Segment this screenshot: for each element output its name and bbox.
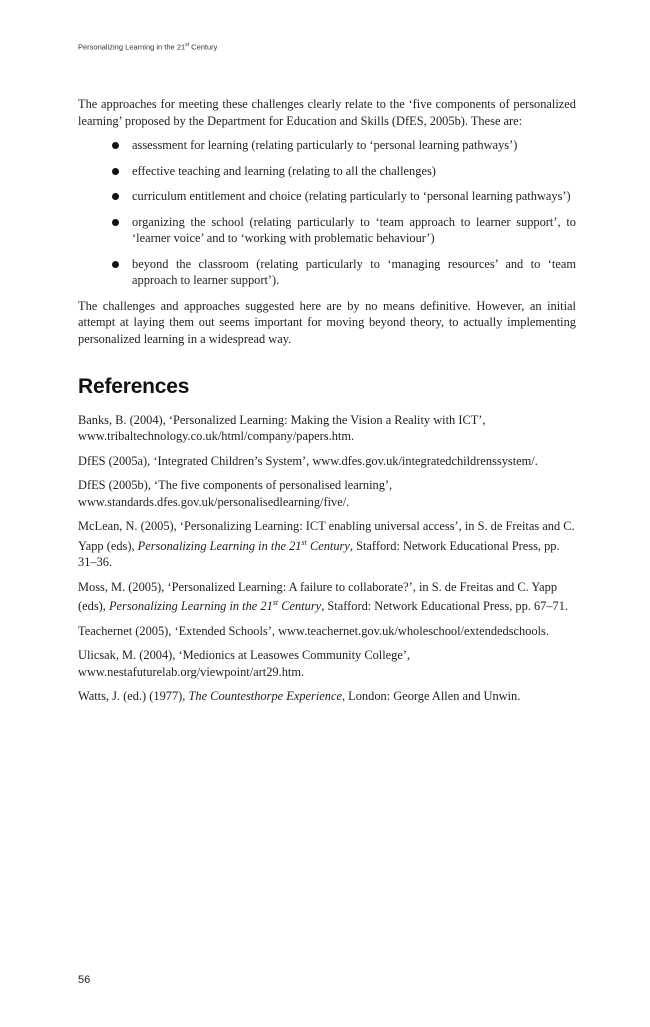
- bullet-icon: [112, 193, 119, 200]
- references-heading: References: [78, 375, 190, 398]
- running-header-end: Century: [189, 42, 218, 52]
- components-list: [78, 137, 576, 289]
- reference-entry: Teachernet (2005), ‘Extended Schools’, www.teachernet.gov.uk/wholeschool/extendedschools.: [78, 623, 549, 638]
- bullet-icon: [112, 168, 119, 175]
- running-header-sup: st: [185, 42, 190, 48]
- references-list: [78, 412, 576, 705]
- reference-entry: DfES (2005b), ‘The five components of personalised learning’, www.standards.dfes.gov.uk/personalisedlearning/five/.: [78, 478, 393, 509]
- page-body: [78, 96, 576, 713]
- reference-entry: Banks, B. (2004), ‘Personalized Learning: Making the Vision a Reality with ICT’, www.tribaltechnology.co.uk/html/company/papers.htm.: [78, 412, 486, 443]
- list-item: organizing the school (relating particularly to ‘team approach to learner support’, to ‘learner voice’ and to ‘working with problematic behaviour’): [132, 214, 576, 247]
- reference-entry: DfES (2005a), ‘Integrated Children’s System’, www.dfes.gov.uk/integratedchildrenssystem/.: [78, 453, 538, 468]
- list-item: curriculum entitlement and choice (relating particularly to ‘personal learning pathways’): [132, 188, 576, 205]
- intro-paragraph: The approaches for meeting these challenges clearly relate to the ‘five components of personalized learning’ proposed by the Department for Education and Skills (DfES, 2005b). These are:: [78, 97, 576, 128]
- reference-entry: Watts, J. (ed.) (1977), The Countesthorpe Experience, London: George Allen and Unwin.: [78, 689, 521, 704]
- bullet-icon: [112, 142, 119, 149]
- list-item: effective teaching and learning (relating to all the challenges): [132, 163, 576, 180]
- closing-paragraph: The challenges and approaches suggested here are by no means definitive. However, an initial attempt at laying them out seems important for moving beyond theory, to actually implementing personalized learning in a widespread way.: [78, 298, 576, 346]
- running-header-text: Personalizing Learning in the 21: [78, 42, 186, 52]
- list-item: assessment for learning (relating particularly to ‘personal learning pathways’): [132, 137, 576, 154]
- page-number: 56: [78, 974, 91, 986]
- list-item: beyond the classroom (relating particularly to ‘managing resources’ and to ‘team approach to learner support’).: [132, 256, 576, 289]
- reference-entry: Ulicsak, M. (2004), ‘Medionics at Leasowes Community College’, www.nestafuturelab.org/viewpoint/art29.htm.: [78, 648, 411, 679]
- running-header: [78, 42, 217, 52]
- bullet-icon: [112, 261, 119, 268]
- reference-entry: McLean, N. (2005), ‘Personalizing Learning: ICT enabling universal access’, in S. de Freitas and C. Yapp (eds), Personalizing Learning in the 21st Century, Stafford: Network Educational Press, pp. 31–36.: [78, 519, 575, 570]
- reference-entry: Moss, M. (2005), ‘Personalized Learning: A failure to collaborate?’, in S. de Freitas and C. Yapp (eds), Personalizing Learning in the 21st Century, Stafford: Network Educational Press, pp. 67–71.: [78, 579, 569, 614]
- bullet-icon: [112, 219, 119, 226]
